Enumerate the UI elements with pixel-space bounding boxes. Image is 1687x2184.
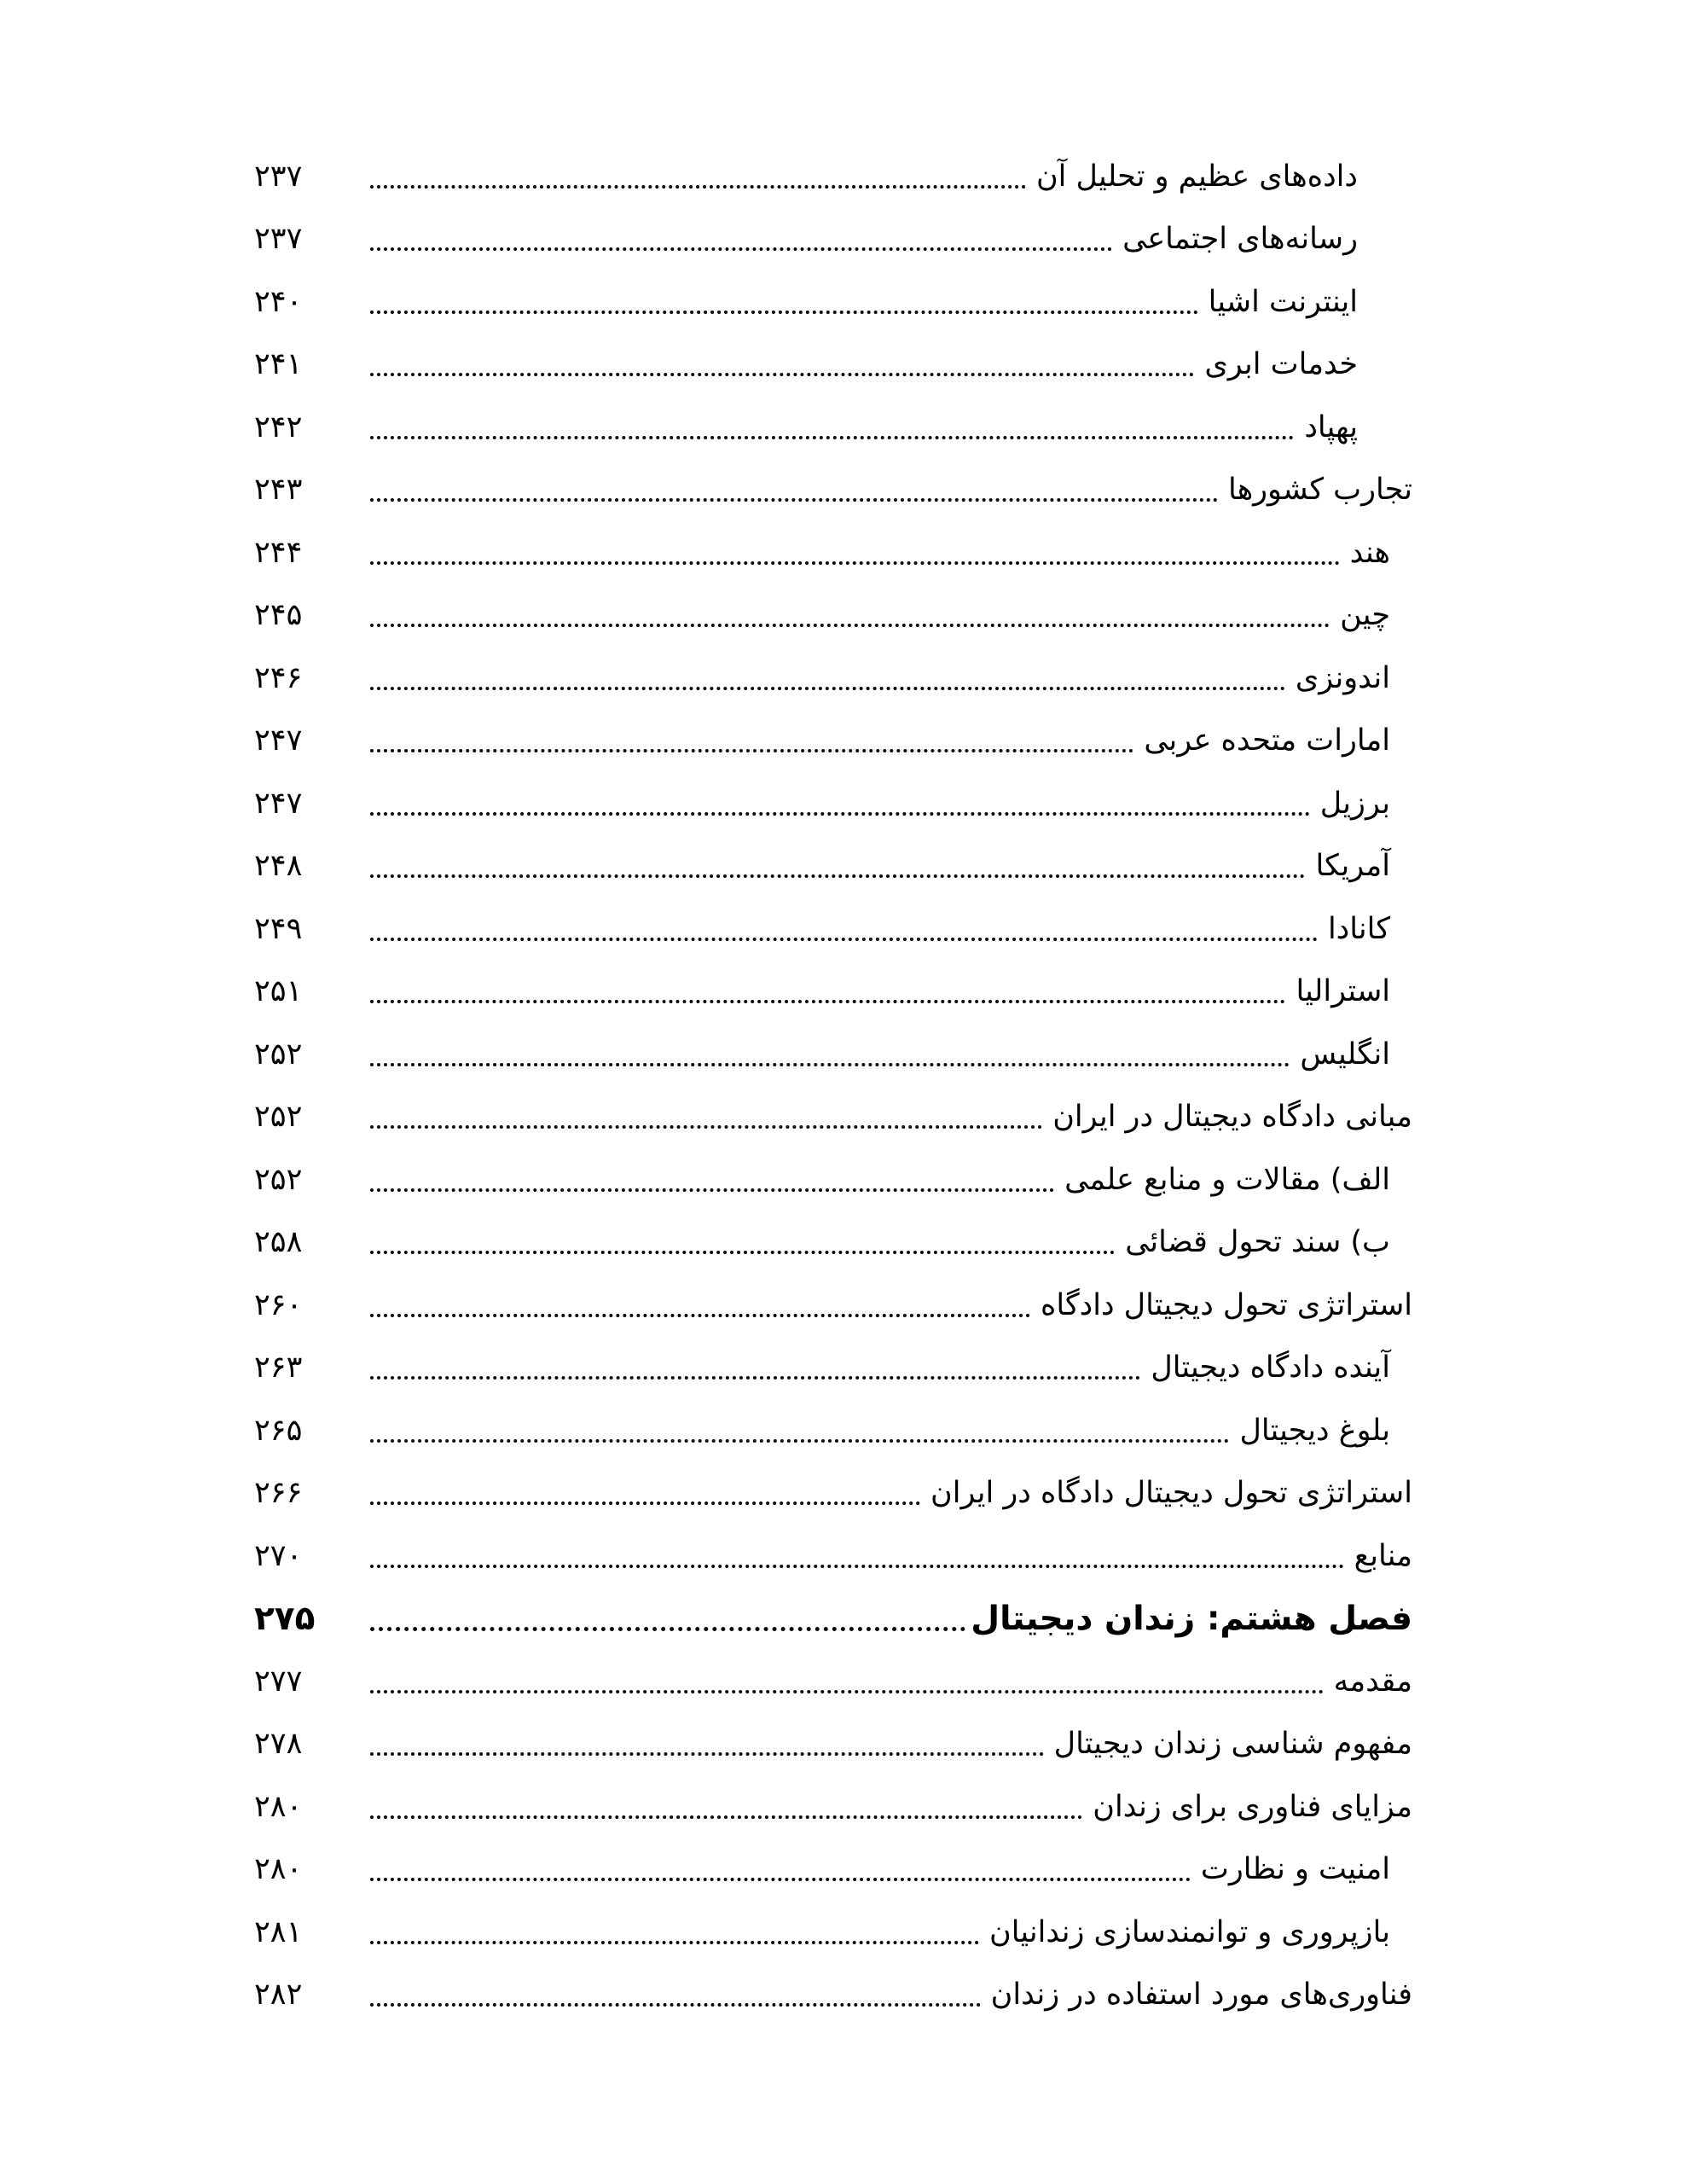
toc-entry-page-number: ۲۵۱ (254, 974, 303, 1009)
toc-entry (254, 1337, 1412, 1400)
toc-entry (254, 1086, 1412, 1149)
toc-entry (254, 710, 1412, 773)
toc-entry-title: استرالیا (1296, 974, 1390, 1009)
dot-leader (370, 1690, 1324, 1693)
dot-leader (370, 1188, 1054, 1192)
toc-entry (254, 145, 1412, 208)
dot-leader (370, 1439, 1229, 1443)
dot-leader (370, 812, 1310, 816)
toc-entry-page-number: ۲۶۰ (254, 1287, 303, 1322)
toc-entry-page-number: ۲۸۰ (254, 1789, 303, 1824)
toc-entry-title: مبانی دادگاه دیجیتال در ایران (1052, 1100, 1412, 1135)
dot-leader (370, 624, 1330, 627)
toc-entry-page-number: ۲۷۵ (254, 1599, 316, 1638)
toc-entry-page-number: ۲۷۸ (254, 1727, 303, 1762)
dot-leader (370, 1878, 1191, 1881)
toc-entry-title: فناوری‌های مورد استفاده در زندان (990, 1978, 1412, 2013)
toc-entry-page-number: ۲۵۸ (254, 1225, 303, 1260)
toc-entry-page-number: ۲۸۲ (254, 1978, 303, 2013)
dot-leader (370, 311, 1198, 314)
dot-leader (370, 2003, 981, 2007)
toc-entry-title: کانادا (1327, 911, 1390, 946)
toc-entry (254, 1775, 1412, 1838)
dot-leader (370, 247, 1112, 251)
dot-leader (370, 1752, 1044, 1756)
dot-leader (370, 1125, 1042, 1129)
dot-leader (370, 749, 1133, 752)
toc-entry (254, 961, 1412, 1024)
dot-leader (370, 1251, 1115, 1254)
toc-entry-title: چین (1340, 598, 1390, 633)
toc-entry-page-number: ۲۴۶ (254, 660, 303, 695)
toc-entry-page-number: ۲۶۶ (254, 1476, 303, 1511)
dot-leader (370, 498, 1218, 502)
dot-leader (370, 1376, 1140, 1380)
toc-entry-page-number: ۲۴۳ (254, 473, 303, 508)
toc-entry (254, 772, 1412, 835)
toc-entry-title: بلوغ دیجیتال (1239, 1413, 1390, 1448)
dot-leader (370, 874, 1305, 878)
toc-entry-title: انگلیس (1300, 1037, 1390, 1072)
toc-entry-page-number: ۲۳۷ (254, 159, 303, 194)
toc-entry (254, 1588, 1412, 1651)
dot-leader (370, 436, 1294, 439)
toc-entry-page-number: ۲۴۰ (254, 284, 303, 319)
toc-list (254, 145, 1412, 2026)
toc-entry-title: ب) سند تحول قضائی (1125, 1225, 1390, 1260)
dot-leader (370, 1941, 979, 1944)
toc-entry-title: اینترنت اشیا (1208, 284, 1358, 319)
toc-entry-title: رسانه‌های اجتماعی (1122, 222, 1358, 257)
toc-entry (254, 1462, 1412, 1525)
toc-entry-title: آمریکا (1315, 849, 1390, 884)
toc-entry-title: الف) مقالات و منابع علمی (1064, 1162, 1390, 1197)
toc-entry-title: استراتژی تحول دیجیتال دادگاه در ایران (930, 1476, 1412, 1511)
toc-entry-title: داده‌های عظیم و تحلیل آن (1035, 159, 1358, 194)
toc-entry-title: هند (1349, 535, 1390, 570)
toc-entry (254, 1650, 1412, 1713)
toc-entry (254, 1023, 1412, 1086)
toc-entry-title: فصل هشتم: زندان دیجیتال (971, 1599, 1412, 1638)
toc-entry-page-number: ۲۴۲ (254, 410, 303, 444)
toc-entry (254, 1148, 1412, 1211)
dot-leader (370, 938, 1318, 941)
toc-entry-page-number: ۲۷۷ (254, 1664, 303, 1699)
toc-entry (254, 1399, 1412, 1462)
toc-entry (254, 270, 1412, 334)
dot-leader (370, 687, 1285, 690)
toc-entry-page-number: ۲۴۷ (254, 786, 303, 821)
toc-entry-title: آینده دادگاه دیجیتال (1151, 1350, 1390, 1385)
toc-entry (254, 1838, 1412, 1902)
toc-entry (254, 208, 1412, 271)
toc-entry-title: منابع (1354, 1538, 1412, 1573)
toc-entry-page-number: ۲۴۵ (254, 598, 303, 633)
toc-entry-title: مزایای فناوری برای زندان (1093, 1789, 1412, 1824)
toc-entry (254, 897, 1412, 961)
toc-entry-page-number: ۲۷۰ (254, 1538, 303, 1573)
toc-entry-page-number: ۲۴۱ (254, 347, 303, 382)
dot-leader (370, 373, 1194, 376)
toc-entry-page-number: ۲۴۹ (254, 911, 303, 946)
dot-leader (370, 1063, 1290, 1066)
toc-entry (254, 1713, 1412, 1776)
toc-entry-page-number: ۲۵۲ (254, 1037, 303, 1072)
toc-entry-page-number: ۲۵۲ (254, 1100, 303, 1135)
toc-entry-title: پهپاد (1304, 410, 1358, 444)
toc-entry-title: برزیل (1319, 786, 1390, 821)
toc-entry-page-number: ۲۴۷ (254, 723, 303, 758)
toc-entry-title: استراتژی تحول دیجیتال دادگاه (1040, 1287, 1412, 1322)
toc-entry-page-number: ۲۴۸ (254, 849, 303, 884)
toc-entry-title: اندونزی (1295, 660, 1390, 695)
toc-entry (254, 1525, 1412, 1588)
toc-entry-page-number: ۲۴۴ (254, 535, 303, 570)
toc-entry-page-number: ۲۸۱ (254, 1914, 303, 1949)
toc-entry (254, 396, 1412, 459)
toc-entry (254, 334, 1412, 397)
toc-entry-page-number: ۲۶۳ (254, 1350, 303, 1385)
toc-entry (254, 1211, 1412, 1275)
toc-entry (254, 1901, 1412, 1964)
toc-entry-title: مفهوم شناسی زندان دیجیتال (1053, 1727, 1412, 1762)
dot-leader (370, 1502, 920, 1505)
toc-entry-title: بازپروری و توانمندسازی زندانیان (989, 1914, 1390, 1949)
toc-entry-title: خدمات ابری (1204, 347, 1358, 382)
toc-entry-page-number: ۲۶۵ (254, 1413, 303, 1448)
dot-leader (370, 1627, 965, 1631)
dot-leader (370, 561, 1340, 565)
toc-entry (254, 647, 1412, 710)
toc-entry-title: تجارب کشورها (1228, 473, 1412, 508)
toc-entry (254, 1964, 1412, 2027)
toc-entry-page-number: ۲۵۲ (254, 1162, 303, 1197)
toc-entry-page-number: ۲۸۰ (254, 1852, 303, 1887)
toc-entry-title: مقدمه (1333, 1664, 1412, 1699)
toc-entry (254, 584, 1412, 648)
toc-entry (254, 459, 1412, 522)
toc-entry (254, 1274, 1412, 1337)
dot-leader (370, 1815, 1082, 1819)
toc-entry-title: امارات متحده عربی (1144, 723, 1390, 758)
dot-leader (370, 1565, 1344, 1568)
toc-entry (254, 521, 1412, 584)
dot-leader (370, 1314, 1030, 1317)
dot-leader (370, 1000, 1285, 1003)
toc-entry (254, 835, 1412, 898)
toc-entry-title: امنیت و نظارت (1200, 1852, 1390, 1887)
dot-leader (370, 185, 1026, 189)
toc-entry-page-number: ۲۳۷ (254, 222, 303, 257)
